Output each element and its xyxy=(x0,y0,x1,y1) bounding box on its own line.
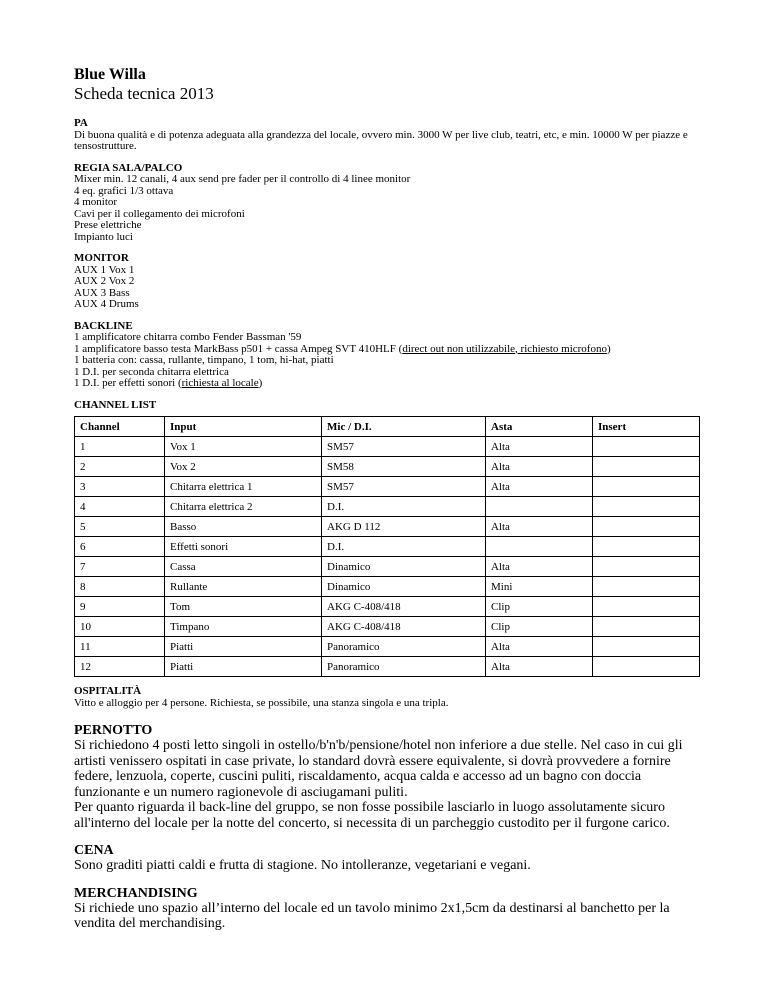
backline-text: ) xyxy=(258,377,263,389)
table-row xyxy=(75,617,700,637)
section-channel-list xyxy=(74,400,700,678)
backline-line: 1 D.I. per seconda chitarra elettrica xyxy=(74,365,229,378)
cell-insert xyxy=(593,457,700,477)
cell-mic-di: SM57 xyxy=(322,477,486,497)
column-header: Input xyxy=(165,417,322,437)
column-header: Channel xyxy=(75,417,165,437)
cell-input: Tom xyxy=(165,597,322,617)
cell-asta: Alta xyxy=(486,517,593,537)
section-text-pernotto: Per quanto riguarda il back-line del gruppo, se non fosse possibile lasciarlo in luogo assolutamente sicuro all'interno del locale per la notte del concerto, si necessita di un parcheggio custodito per il furgone carico. xyxy=(74,800,670,831)
cell-channel: 7 xyxy=(75,557,165,577)
cell-channel: 1 xyxy=(75,437,165,457)
section-heading-channel-list: CHANNEL LIST xyxy=(74,398,157,411)
backline-line xyxy=(74,378,700,390)
cell-asta: Alta xyxy=(486,457,593,477)
regia-line: Mixer min. 12 canali, 4 aux send pre fader per il controllo di 4 linee monitor xyxy=(74,173,411,185)
table-row xyxy=(75,637,700,657)
table-row xyxy=(75,477,700,497)
cell-input: Vox 2 xyxy=(165,457,322,477)
cell-insert xyxy=(593,517,700,537)
section-regia xyxy=(74,163,700,244)
cell-mic-di: Panoramico xyxy=(322,657,486,677)
cell-insert xyxy=(593,637,700,657)
regia-line: Prese elettriche xyxy=(74,219,142,231)
section-heading-monitor: MONITOR xyxy=(74,252,129,264)
section-cena xyxy=(74,843,700,874)
cell-mic-di: AKG D 112 xyxy=(322,517,486,537)
cell-channel: 8 xyxy=(75,577,165,597)
section-merchandising xyxy=(74,886,700,932)
regia-line: Impianto luci xyxy=(74,230,133,243)
backline-text: ) xyxy=(606,342,611,355)
column-header: Asta xyxy=(486,417,593,437)
backline-text: 1 D.I. per effetti sonori ( xyxy=(74,377,182,389)
table-row xyxy=(75,577,700,597)
document-page xyxy=(74,66,700,944)
table-row xyxy=(75,517,700,537)
section-heading-pernotto: PERNOTTO xyxy=(74,723,153,738)
backline-underlined-note: richiesta al locale xyxy=(181,377,259,389)
table-row xyxy=(75,437,700,457)
table-header-row xyxy=(75,417,700,437)
backline-line: 1 batteria con: cassa, rullante, timpano, 1 tom, hi-hat, piatti xyxy=(74,354,334,366)
cell-asta xyxy=(486,537,593,557)
table-row xyxy=(75,537,700,557)
monitor-line: AUX 1 Vox 1 xyxy=(74,263,135,276)
section-backline xyxy=(74,321,700,390)
column-header: Mic / D.I. xyxy=(322,417,486,437)
cell-input: Timpano xyxy=(165,617,322,637)
cell-asta: Alta xyxy=(486,657,593,677)
backline-text: 1 amplificatore basso testa MarkBass p501 + cassa Ampeg SVT 410HLF ( xyxy=(74,342,403,355)
cell-asta: Alta xyxy=(486,477,593,497)
monitor-line: AUX 3 Bass xyxy=(74,286,130,299)
cell-asta: Alta xyxy=(486,557,593,577)
cell-input: Effetti sonori xyxy=(165,537,322,557)
cell-insert xyxy=(593,617,700,637)
cell-insert xyxy=(593,537,700,557)
cell-channel: 5 xyxy=(75,517,165,537)
cell-insert xyxy=(593,577,700,597)
cell-channel: 11 xyxy=(75,637,165,657)
cell-mic-di: AKG C-408/418 xyxy=(322,617,486,637)
cell-channel: 10 xyxy=(75,617,165,637)
regia-line: 4 monitor xyxy=(74,196,118,208)
cell-channel: 4 xyxy=(75,497,165,517)
monitor-line: AUX 4 Drums xyxy=(74,298,139,310)
cell-channel: 2 xyxy=(75,457,165,477)
cell-insert xyxy=(593,557,700,577)
section-heading-regia: REGIA SALA/PALCO xyxy=(74,161,183,174)
section-ospitalita xyxy=(74,686,700,709)
section-heading-backline: BACKLINE xyxy=(74,319,133,332)
table-row xyxy=(75,557,700,577)
cell-input: Vox 1 xyxy=(165,437,322,457)
table-row xyxy=(75,597,700,617)
cell-insert xyxy=(593,477,700,497)
table-row xyxy=(75,497,700,517)
document-title: Blue Willa xyxy=(74,66,146,83)
regia-line: 4 eq. grafici 1/3 ottava xyxy=(74,184,174,197)
cell-mic-di: Panoramico xyxy=(322,637,486,657)
monitor-line: AUX 2 Vox 2 xyxy=(74,275,135,287)
section-pa xyxy=(74,118,700,153)
section-heading-merchandising: MERCHANDISING xyxy=(74,885,198,901)
cell-channel: 12 xyxy=(75,657,165,677)
cell-asta: Clip xyxy=(486,617,593,637)
cell-input: Basso xyxy=(165,517,322,537)
cell-insert xyxy=(593,657,700,677)
cell-asta: Alta xyxy=(486,437,593,457)
table-row xyxy=(75,657,700,677)
section-text-merchandising: Si richiede uno spazio all’interno del locale ed un tavolo minimo 2x1,5cm da destinarsi al banchetto per la vendita del merchandising. xyxy=(74,900,670,931)
cell-mic-di: AKG C-408/418 xyxy=(322,597,486,617)
section-heading-pa: PA xyxy=(74,117,88,129)
document-subtitle: Scheda tecnica 2013 xyxy=(74,84,214,103)
section-heading-cena: CENA xyxy=(74,843,114,858)
section-text-cena: Sono graditi piatti caldi e frutta di stagione. No intolleranze, vegetariani e vegani. xyxy=(74,858,531,873)
cell-asta xyxy=(486,497,593,517)
cell-channel: 9 xyxy=(75,597,165,617)
section-text-ospitalita: Vitto e alloggio per 4 persone. Richiesta, se possibile, una stanza singola e una tripla. xyxy=(74,696,449,709)
cell-mic-di: Dinamico xyxy=(322,557,486,577)
column-header: Insert xyxy=(593,417,700,437)
section-heading-ospitalita: OSPITALITÀ xyxy=(74,685,142,697)
cell-insert xyxy=(593,497,700,517)
section-monitor xyxy=(74,253,700,311)
section-text-pa: Di buona qualità e di potenza adeguata alla grandezza del locale, ovvero min. 3000 W per live club, teatri, etc, e min. 10000 W per piazze e tensostrutture. xyxy=(74,128,688,152)
cell-input: Piatti xyxy=(165,637,322,657)
channel-list-table xyxy=(74,416,700,677)
cell-input: Chitarra elettrica 1 xyxy=(165,477,322,497)
backline-line: 1 amplificatore chitarra combo Fender Bassman '59 xyxy=(74,331,302,343)
cell-input: Rullante xyxy=(165,577,322,597)
regia-line: Cavi per il collegamento dei microfoni xyxy=(74,207,245,220)
cell-mic-di: SM57 xyxy=(322,437,486,457)
cell-asta: Clip xyxy=(486,597,593,617)
cell-insert xyxy=(593,597,700,617)
section-text-pernotto: Si richiedono 4 posti letto singoli in ostello/b'n'b/pensione/hotel non inferiore a due stelle. Nel caso in cui gli artisti venissero ospitati in case private, lo standard dovrà essere equivalente, si dovrà provvedere a fornire federe, lenzuola, coperte, cuscini puliti, riscaldamento, acqua calda e accesso ad un bagno con doccia funzionante e un numero ragionevole di asciugamani puliti. xyxy=(74,738,683,800)
cell-input: Chitarra elettrica 2 xyxy=(165,497,322,517)
cell-channel: 3 xyxy=(75,477,165,497)
cell-mic-di: D.I. xyxy=(322,537,486,557)
cell-asta: Alta xyxy=(486,637,593,657)
cell-channel: 6 xyxy=(75,537,165,557)
cell-mic-di: SM58 xyxy=(322,457,486,477)
backline-underlined-note: direct out non utilizzabile, richiesto microfono xyxy=(402,342,607,355)
cell-insert xyxy=(593,437,700,457)
cell-asta: Mini xyxy=(486,577,593,597)
cell-mic-di: Dinamico xyxy=(322,577,486,597)
section-pernotto xyxy=(74,723,700,831)
cell-input: Piatti xyxy=(165,657,322,677)
table-row xyxy=(75,457,700,477)
cell-input: Cassa xyxy=(165,557,322,577)
cell-mic-di: D.I. xyxy=(322,497,486,517)
